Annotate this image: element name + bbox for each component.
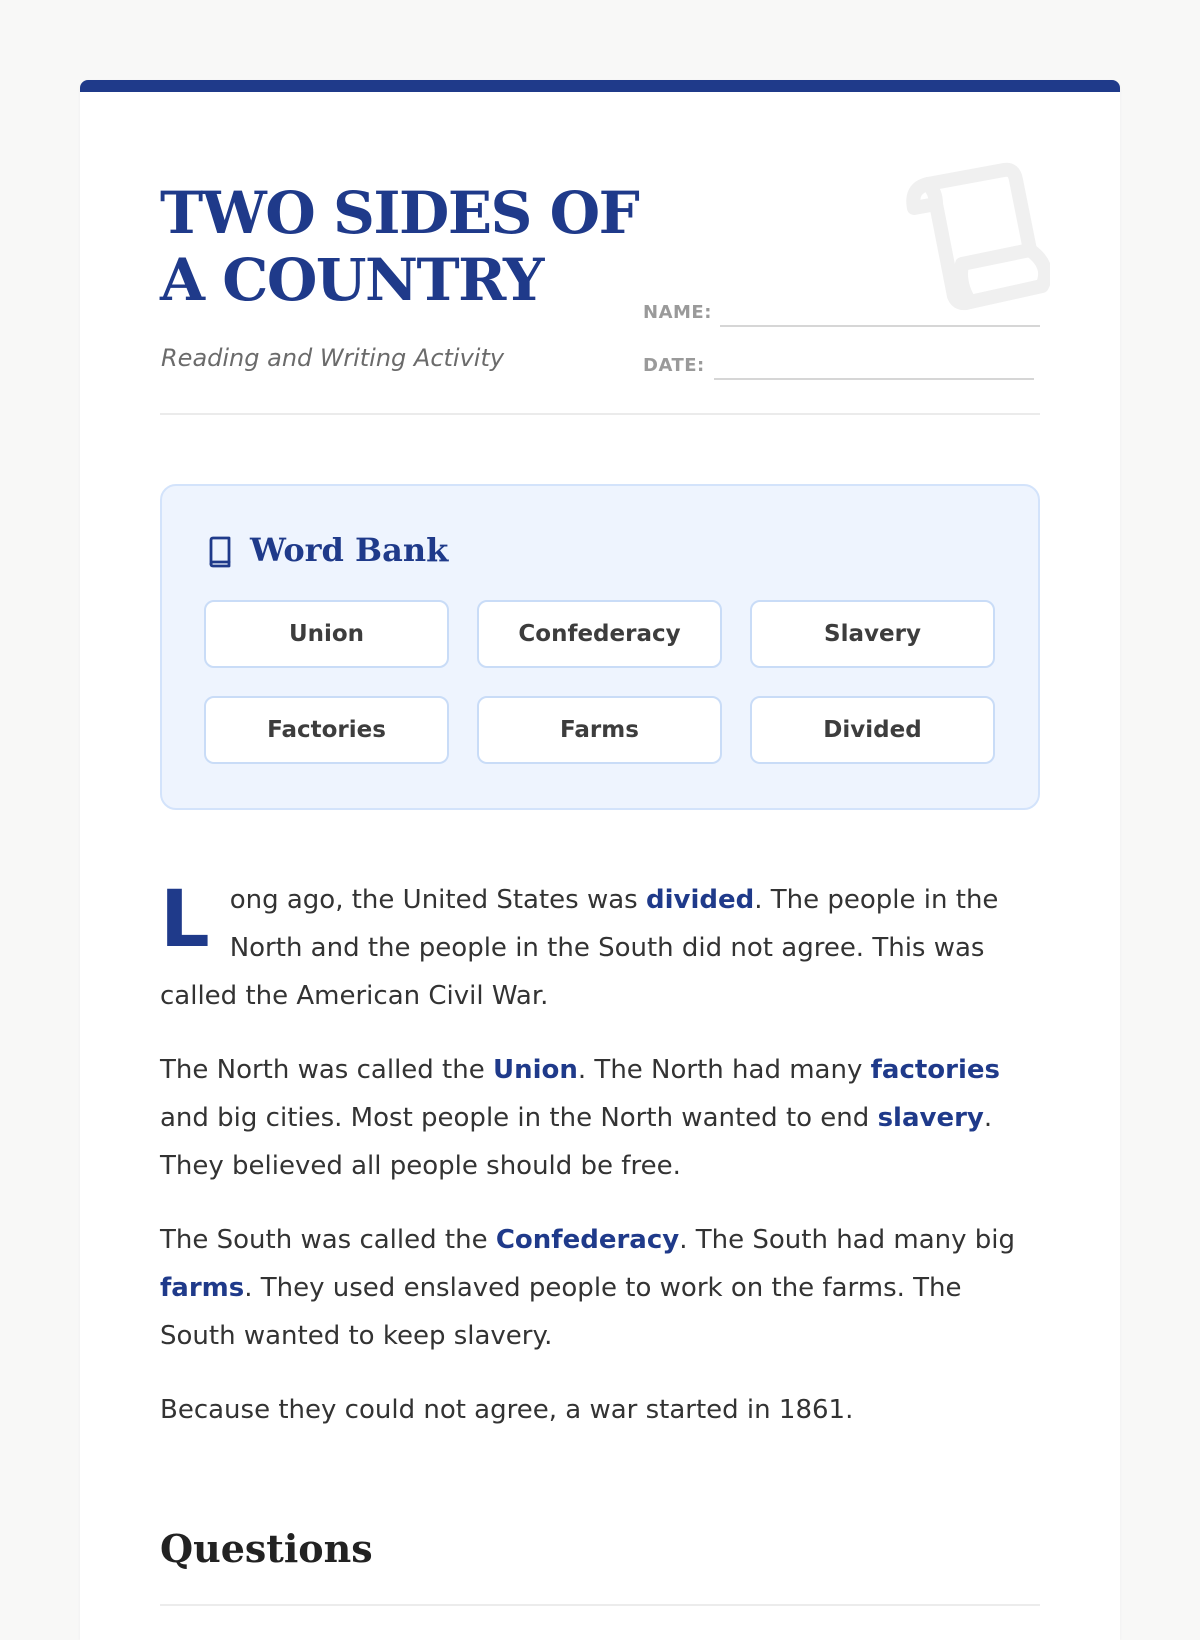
passage-text: . They used enslaved people to work on the farms. The South wanted to keep slavery. xyxy=(160,1273,962,1351)
keyword-union: Union xyxy=(493,1055,578,1085)
book-icon xyxy=(206,536,234,568)
passage-text: . They believed all people should be free. xyxy=(160,1103,993,1181)
passage-paragraph-2 xyxy=(160,1046,1040,1190)
keyword-divided: divided xyxy=(646,885,755,915)
word-chip-divided: Divided xyxy=(750,696,995,764)
reading-passage xyxy=(160,876,1040,1460)
word-chip-slavery: Slavery xyxy=(750,600,995,668)
passage-text: Because they could not agree, a war started in 1861. xyxy=(160,1395,854,1425)
name-label: NAME: xyxy=(643,302,712,323)
passage-text: . The North had many xyxy=(577,1055,871,1085)
passage-paragraph-1 xyxy=(160,876,1040,1020)
passage-text: and big cities. Most people in the North wanted to end xyxy=(160,1103,878,1133)
date-label: DATE: xyxy=(643,355,705,376)
keyword-slavery: slavery xyxy=(877,1103,984,1133)
name-field[interactable] xyxy=(720,325,1040,327)
passage-paragraph-4 xyxy=(160,1386,1040,1434)
passage-text: . The South had many big xyxy=(679,1225,1015,1255)
passage-text: ong ago, the United States was xyxy=(229,885,646,915)
keyword-factories: factories xyxy=(870,1055,1001,1085)
word-chip-union: Union xyxy=(204,600,449,668)
word-chip-farms: Farms xyxy=(477,696,722,764)
scroll-icon xyxy=(900,162,1050,312)
keyword-confederacy: Confederacy xyxy=(495,1225,680,1255)
word-bank-grid xyxy=(204,600,1000,764)
date-field[interactable] xyxy=(714,378,1034,380)
word-chip-factories: Factories xyxy=(204,696,449,764)
drop-cap: L xyxy=(160,875,210,965)
questions-heading: Questions xyxy=(160,1526,373,1571)
word-chip-confederacy: Confederacy xyxy=(477,600,722,668)
passage-text: The North was called the xyxy=(160,1055,493,1085)
worksheet-page xyxy=(80,80,1120,1640)
worksheet-title: TWO SIDES OF A COUNTRY xyxy=(160,179,639,314)
word-bank xyxy=(160,484,1040,810)
questions-divider xyxy=(160,1604,1040,1606)
passage-paragraph-3 xyxy=(160,1216,1040,1360)
worksheet-subtitle: Reading and Writing Activity xyxy=(161,344,505,372)
word-bank-title: Word Bank xyxy=(250,531,449,569)
passage-text: The South was called the xyxy=(160,1225,496,1255)
passage-text: . The people in the North and the people in the South did not agree. This was called the American Civil War. xyxy=(160,885,999,1011)
header-divider xyxy=(160,413,1040,415)
keyword-farms: farms xyxy=(160,1273,245,1303)
